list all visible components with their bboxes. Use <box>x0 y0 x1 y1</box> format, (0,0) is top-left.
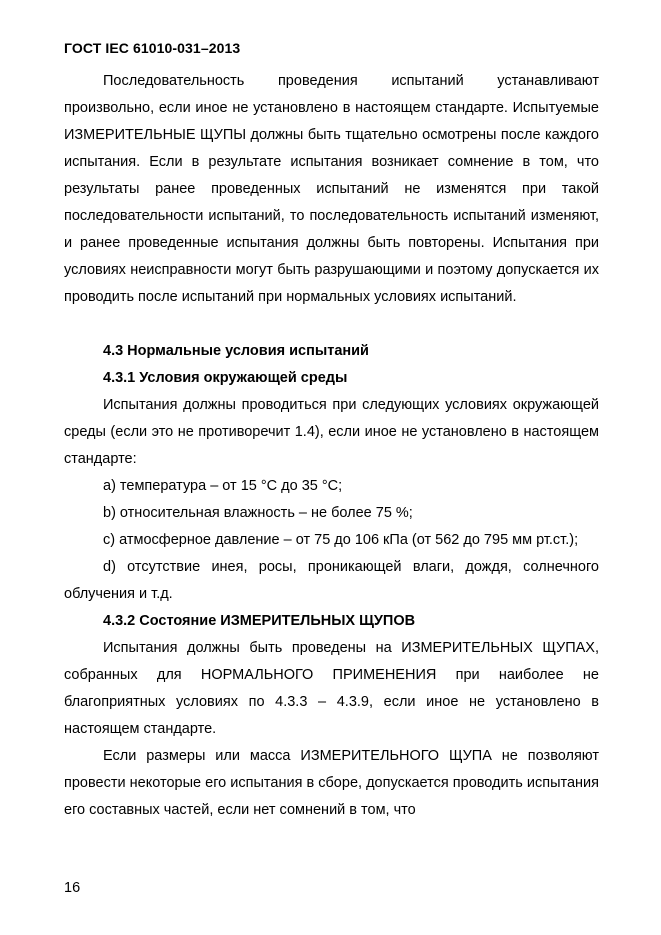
document-header: ГОСТ IEC 61010-031–2013 <box>64 40 241 56</box>
heading-4-3-1: 4.3.1 Условия окружающей среды <box>103 370 348 386</box>
paragraph-environment-conditions: Испытания должны проводиться при следующих условиях окружающей среды (если это не противоречит 1.4), если иное не установлено в настоящем стандарте: <box>64 397 599 467</box>
heading-4-3-2: 4.3.2 Состояние ИЗМЕРИТЕЛЬНЫХ ЩУПОВ <box>103 613 416 629</box>
heading-4-3: 4.3 Нормальные условия испытаний <box>103 343 369 359</box>
paragraph-test-sequence: Последовательность проведения испытаний устанавливают произвольно, если иное не установлено в настоящем стандарте. Испытуемые ИЗМЕРИТЕЛЬНЫЕ ЩУПЫ должны быть тщательно осмотрены после каждого испытания. Если в результате испытания возникает сомнение в том, что результаты ранее проведенных испытаний не изменятся при такой последовательности испытаний, то последовательность испытаний изменяют, и ранее проведенные испытания должны быть повторены. Испытания при условиях неисправности могут быть разрушающими и поэтому допускается их проводить после испытаний при нормальных условиях испытаний. <box>64 73 599 305</box>
paragraph-probe-size: Если размеры или масса ИЗМЕРИТЕЛЬНОГО ЩУПА не позволяют провести некоторые его испытания в сборе, допускается проводить испытания его составных частей, если нет сомнений в том, что <box>64 748 599 818</box>
list-item-no-frost: d) отсутствие инея, росы, проникающей влаги, дождя, солнечного облучения и т.д. <box>64 559 599 602</box>
page-number: 16 <box>64 880 81 896</box>
paragraph-probe-state: Испытания должны быть проведены на ИЗМЕРИТЕЛЬНЫХ ЩУПАХ, собранных для НОРМАЛЬНОГО ПРИМЕНЕНИЯ при наиболее не благоприятных условиях по 4.3.3 – 4.3.9, если иное не установлено в настоящем стандарте. <box>64 640 599 737</box>
list-item-humidity: b) относительная влажность – не более 75 %; <box>103 505 413 521</box>
list-item-temperature: a) температура – от 15 °С до 35 °С; <box>103 478 343 494</box>
list-item-pressure: c) атмосферное давление – от 75 до 106 кПа (от 562 до 795 мм рт.ст.); <box>103 532 579 548</box>
document-body <box>64 68 599 824</box>
section-spacer <box>64 311 599 338</box>
